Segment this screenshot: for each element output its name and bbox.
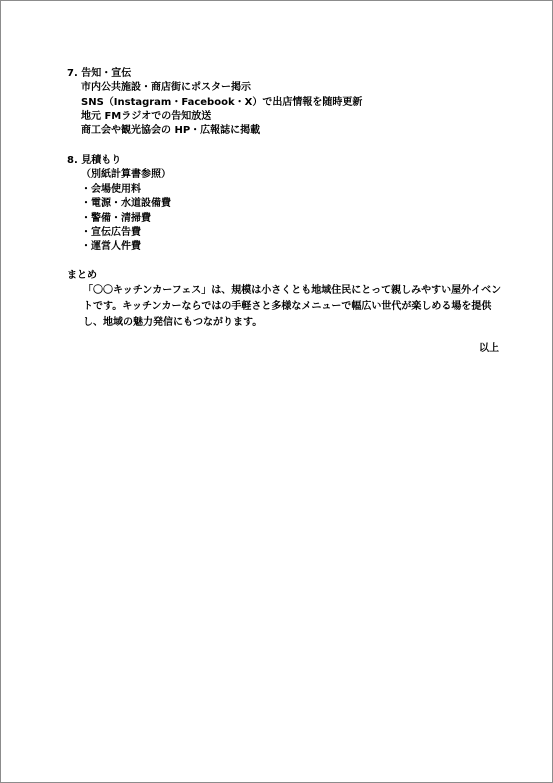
section-8-item: ・会場使用料 <box>81 184 141 195</box>
section-8-heading: 8. 見積もり <box>67 155 122 166</box>
section-7-item: 市内公共施設・商店街にポスター掲示 <box>81 82 251 93</box>
section-7-item: 地元 FMラジオでの告知放送 <box>81 111 212 122</box>
closing-text: 以上 <box>479 343 499 354</box>
summary-heading: まとめ <box>67 270 97 281</box>
section-7-item: 商工会や観光協会の HP・広報誌に掲載 <box>81 125 261 136</box>
section-7-heading: 7. 告知・宣伝 <box>67 68 132 79</box>
summary-body: 「〇〇キッチンカーフェス」は、規模は小さくとも地域住民にとって親しみやすい屋外イベントです。キッチンカーならではの手軽さと多様なメニューで幅広い世代が楽しめる場を提供し、地域の魅力発信にもつながります。 <box>83 285 502 328</box>
section-8-note: （別紙計算書参照） <box>81 169 171 180</box>
section-8-item: ・警備・清掃費 <box>81 213 151 224</box>
section-8-item: ・電源・水道設備費 <box>81 198 171 209</box>
section-7-item: SNS（Instagram・Facebook・X）で出店情報を随時更新 <box>81 97 363 108</box>
section-8-item: ・宣伝広告費 <box>81 227 141 238</box>
section-8-item: ・運営人件費 <box>81 241 141 252</box>
